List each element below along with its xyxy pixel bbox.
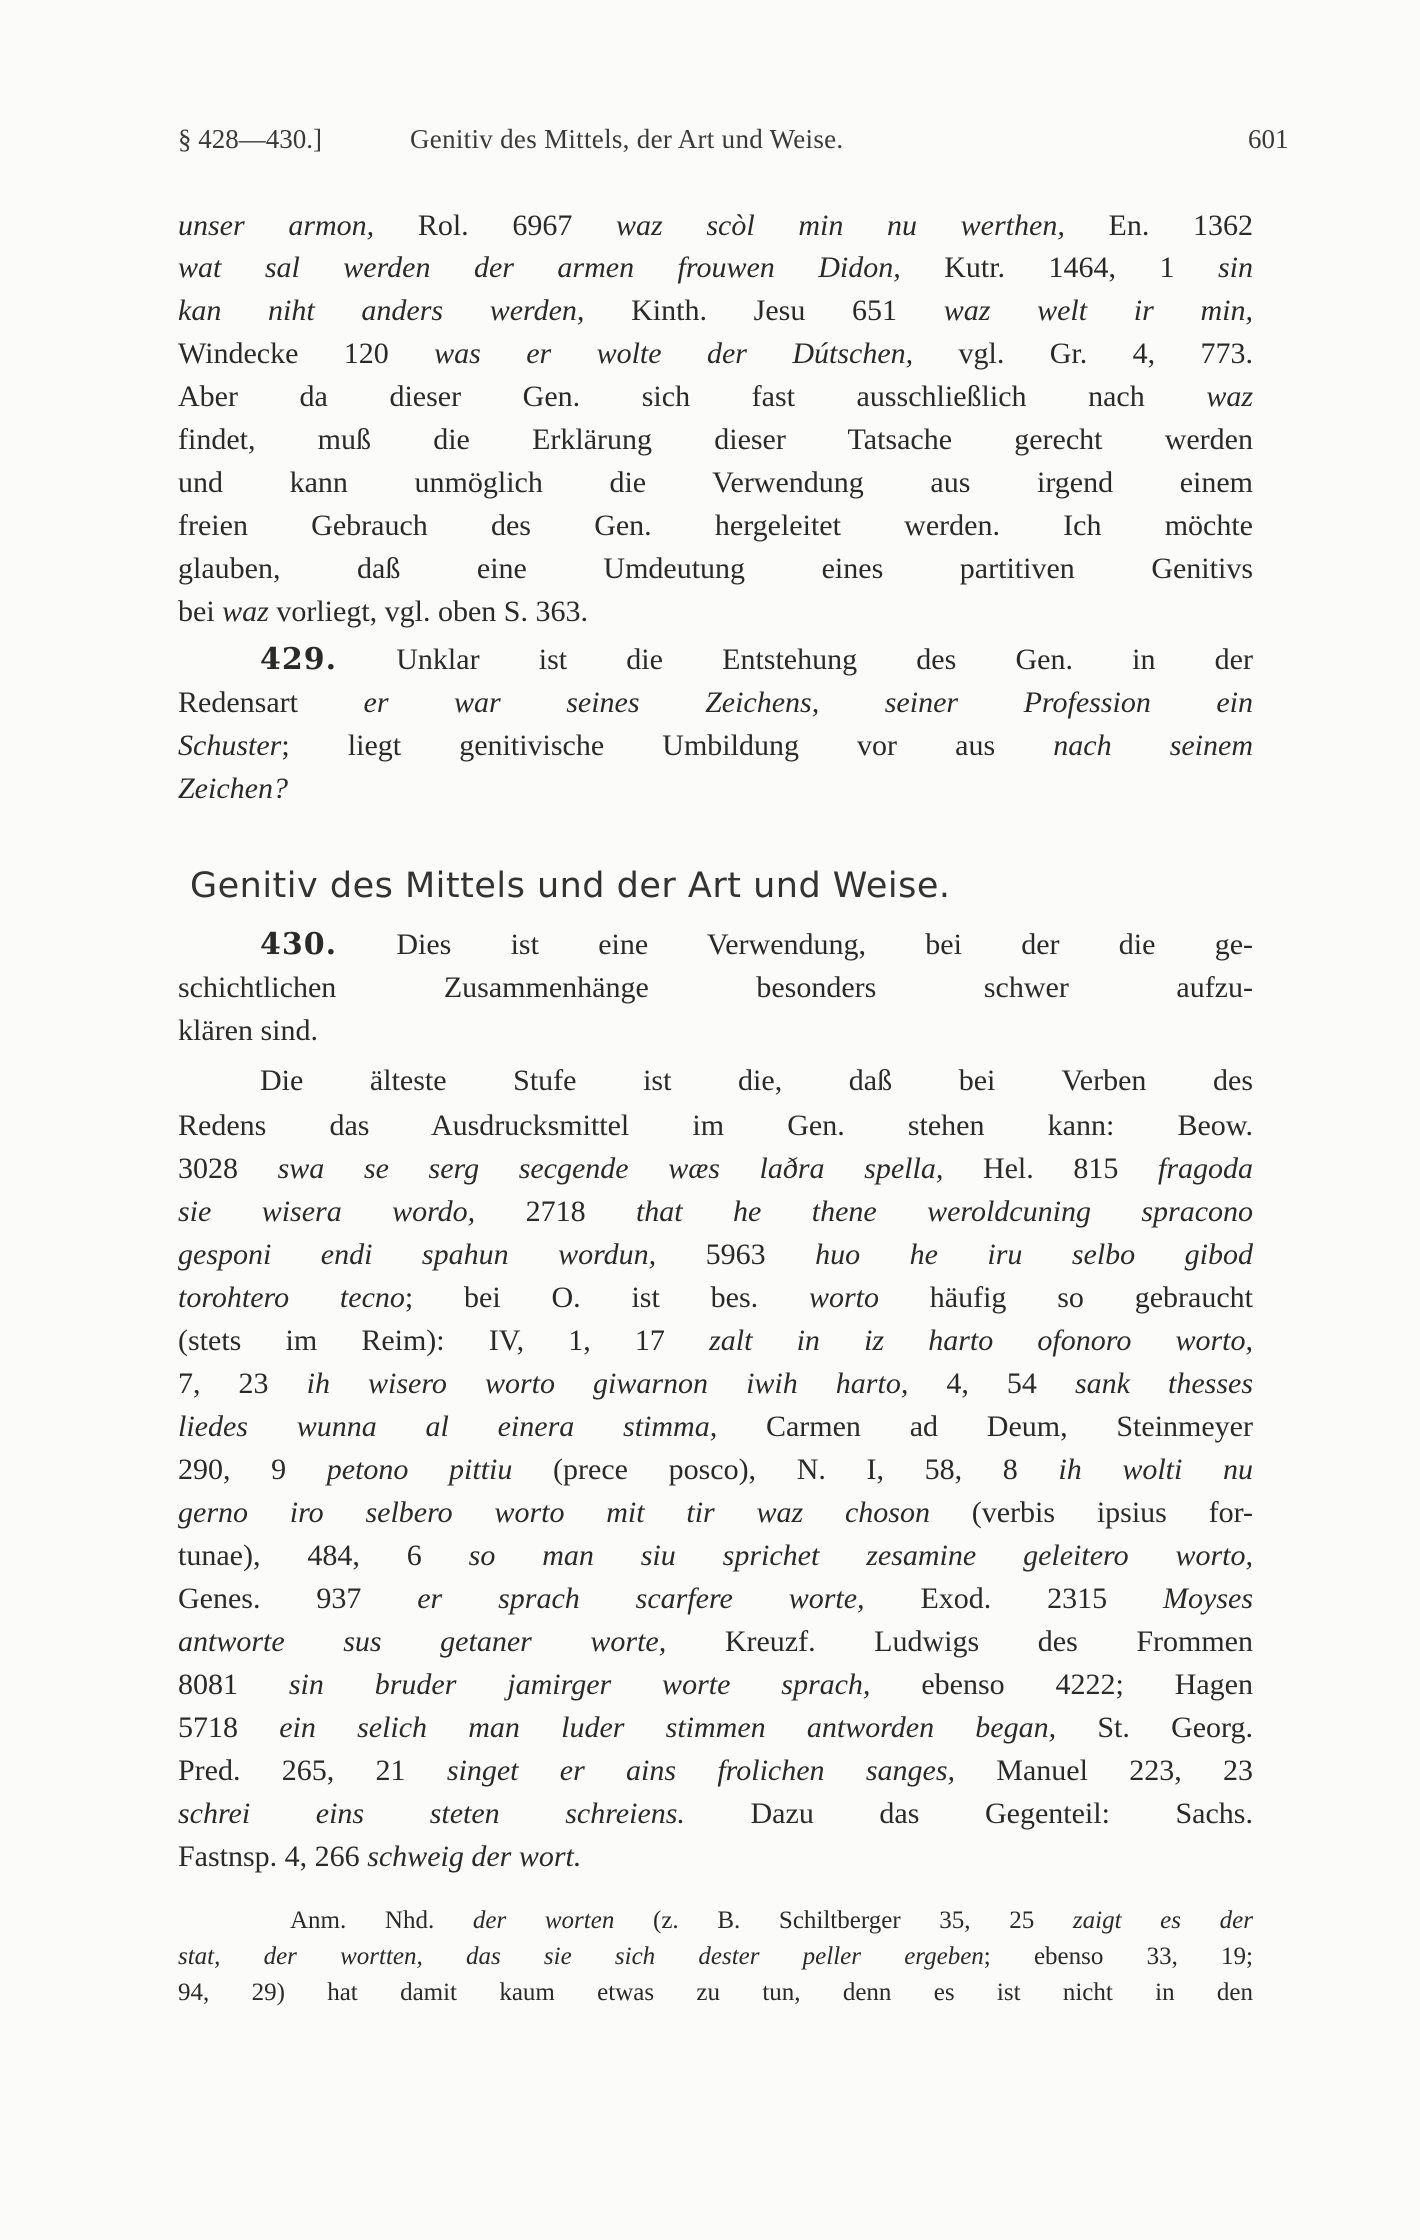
text-run: St. Georg. (1056, 1711, 1253, 1744)
italic-quote: sin (1217, 251, 1253, 284)
text-run: En. 1362 (1064, 209, 1253, 242)
text-run: Aber da dieser Gen. sich fast ausschließlich nach (178, 380, 1207, 413)
body-line (178, 1536, 1253, 1576)
text-run: tunae), 484, 6 (178, 1539, 469, 1572)
italic-quote: petono pittiu (326, 1453, 513, 1486)
italic-quote: waz (222, 595, 269, 628)
text-run: Fastnsp. 4, 266 (178, 1840, 368, 1873)
text-run: Unklar ist die Entstehung des Gen. in der (337, 643, 1253, 676)
body-line (178, 925, 1253, 965)
text-run: bei (178, 595, 223, 628)
text-run: Kreuzf. Ludwigs des Frommen (666, 1625, 1253, 1658)
body-line (178, 1149, 1253, 1189)
body-line (178, 1708, 1253, 1748)
body-line (178, 377, 1253, 417)
italic-quote: waz scòl min nu werthen, (616, 209, 1065, 242)
italic-quote: der worten (472, 1907, 615, 1934)
text-run: Exod. 2315 (864, 1582, 1164, 1615)
body-line (178, 1106, 1253, 1146)
italic-quote: zaigt es der (1072, 1907, 1253, 1934)
text-run: Redens das Ausdrucksmittel im Gen. stehen kann: Beow. (178, 1109, 1253, 1142)
italic-quote: gesponi endi spahun wordun, (178, 1238, 657, 1271)
italic-quote: fragoda (1157, 1152, 1253, 1185)
italic-quote: antworte sus getaner worte, (178, 1625, 667, 1658)
text-run: häufig so gebraucht (878, 1281, 1253, 1314)
italic-quote: schrei eins steten schreiens. (178, 1797, 685, 1830)
body-line (178, 1278, 1253, 1318)
italic-quote: ein selich man luder stimmen antworden began, (279, 1711, 1057, 1744)
body-line (178, 506, 1253, 546)
note-line (178, 1904, 1253, 1938)
body-line (178, 1493, 1253, 1533)
body-line (178, 1235, 1253, 1275)
italic-quote: that he thene weroldcuning spracono (635, 1195, 1254, 1228)
text-run: 5963 (656, 1238, 816, 1271)
italic-quote: er war seines Zeichens, (363, 686, 820, 719)
body-line (178, 1450, 1253, 1490)
text-run: 4, 54 (908, 1367, 1075, 1400)
text-run: 7, 23 (178, 1367, 307, 1400)
italic-quote: gerno iro selbero worto mit tir waz choson (178, 1496, 930, 1529)
text-run: Kutr. 1464, 1 (900, 251, 1218, 284)
body-line (178, 1407, 1253, 1447)
body-line (178, 1665, 1253, 1705)
body-line (178, 1622, 1253, 1662)
paragraph-number: 430. (260, 927, 338, 962)
body-line (178, 1794, 1253, 1834)
text-run: 2718 (475, 1195, 636, 1228)
body-line (178, 549, 1253, 589)
text-run: Pred. 265, 21 (178, 1754, 447, 1787)
text-run: und kann unmöglich die Verwendung aus irgend einem (178, 466, 1253, 499)
italic-quote: liedes wunna al einera stimma, (178, 1410, 718, 1443)
italic-quote: er sprach scarfere worte, (417, 1582, 865, 1615)
text-run: Dazu das Gegenteil: Sachs. (684, 1797, 1253, 1830)
running-title: Genitiv des Mittels, der Art und Weise. (410, 124, 844, 154)
page-number: 601 (1248, 124, 1289, 154)
italic-quote: stat, der wortten, das sie sich dester peller ergeben (178, 1943, 984, 1970)
text-run: Die älteste Stufe ist die, daß bei Verben des (260, 1064, 1253, 1097)
body-line (178, 463, 1253, 503)
text-run: klären sind. (178, 1014, 318, 1047)
text-run: vgl. Gr. 4, 773. (913, 337, 1253, 370)
text-run: schichtlichen Zusammenhänge besonders schwer aufzu- (178, 971, 1253, 1004)
text-run: ; bei O. ist bes. (404, 1281, 809, 1314)
body-line (178, 291, 1253, 331)
text-run: Windecke 120 (178, 337, 435, 370)
text-run: Genes. 937 (178, 1582, 418, 1615)
text-run: (stets im Reim): IV, 1, 17 (178, 1324, 710, 1357)
body-line (178, 1011, 1253, 1051)
text-run: freien Gebrauch des Gen. hergeleitet werden. Ich möchte (178, 509, 1253, 542)
italic-quote: kan niht anders werden, (178, 294, 585, 327)
text-run: Dies ist eine Verwendung, bei der die ge- (337, 928, 1253, 961)
body-line (178, 1364, 1253, 1404)
body-line (178, 1321, 1253, 1361)
text-run: ; ebenso 33, 19; (983, 1943, 1253, 1970)
text-run: (verbis ipsius for- (929, 1496, 1253, 1529)
italic-quote: sank thesses (1074, 1367, 1254, 1400)
italic-quote: worto (808, 1281, 879, 1314)
text-run: vorliegt, vgl. oben S. 363. (268, 595, 588, 628)
italic-quote: sie wisera wordo, (178, 1195, 476, 1228)
running-header (178, 124, 1289, 160)
paragraph-number: 429. (260, 642, 338, 677)
body-line (178, 592, 1253, 632)
text-run: 94, 29) hat damit kaum etwas zu tun, denn es ist nicht in den (178, 1979, 1253, 2006)
text-run: ebenso 4222; Hagen (870, 1668, 1253, 1701)
text-run: (z. B. Schiltberger 35, 25 (614, 1907, 1073, 1934)
body-line (178, 640, 1253, 680)
text-run: Anm. Nhd. (290, 1907, 473, 1934)
italic-quote: seiner Profession ein (884, 686, 1253, 719)
text-run: Manuel 223, 23 (955, 1754, 1253, 1787)
text-run (819, 686, 885, 719)
italic-quote: singet er ains frolichen sanges, (446, 1754, 955, 1787)
italic-quote: swa se serg secgende wæs laðra spella, (277, 1152, 944, 1185)
note-line (178, 1976, 1253, 2010)
italic-quote: waz (1206, 380, 1253, 413)
italic-quote: wat sal werden der armen frouwen Didon, (178, 251, 901, 284)
italic-quote: Moyses (1163, 1582, 1254, 1615)
italic-quote: huo he iru selbo gibod (815, 1238, 1253, 1271)
body-line (178, 248, 1253, 288)
text-run: 5718 (178, 1711, 280, 1744)
text-run: 290, 9 (178, 1453, 327, 1486)
italic-quote: waz welt ir min, (943, 294, 1253, 327)
body-line (178, 1837, 1253, 1877)
section-heading: Genitiv des Mittels und der Art und Weise. (190, 866, 951, 906)
text-run: 3028 (178, 1152, 278, 1185)
text-run: Redensart (178, 686, 364, 719)
body-line (178, 683, 1253, 723)
italic-quote: was er wolte der Dútschen, (434, 337, 914, 370)
text-run: findet, muß die Erklärung dieser Tatsache gerecht werden (178, 423, 1253, 456)
body-line (178, 769, 1253, 809)
section-range: § 428—430.] (178, 124, 322, 154)
text-run: glauben, daß eine Umdeutung eines partitiven Genitivs (178, 552, 1253, 585)
italic-quote: torohtero tecno (178, 1281, 405, 1314)
italic-quote: ih wolti nu (1058, 1453, 1253, 1486)
text-run: Kinth. Jesu 651 (584, 294, 944, 327)
text-run: Rol. 6967 (374, 209, 617, 242)
text-run: Hel. 815 (943, 1152, 1158, 1185)
body-line (178, 1751, 1253, 1791)
italic-quote: Schuster (178, 729, 282, 762)
text-run: (prece posco), N. I, 58, 8 (512, 1453, 1059, 1486)
italic-quote: zalt in iz harto ofonoro worto, (709, 1324, 1253, 1357)
body-line (178, 334, 1253, 374)
note-line (178, 1940, 1253, 1974)
italic-quote: sin bruder jamirger worte sprach, (288, 1668, 871, 1701)
body-line (178, 1061, 1253, 1101)
body-line (178, 420, 1253, 460)
text-run: ; liegt genitivische Umbildung vor aus (281, 729, 1054, 762)
body-line (178, 1579, 1253, 1619)
italic-quote: unser armon, (178, 209, 375, 242)
text-run: 8081 (178, 1668, 289, 1701)
italic-quote: schweig der wort. (367, 1840, 582, 1873)
italic-quote: Zeichen? (178, 772, 288, 805)
body-line (178, 1192, 1253, 1232)
body-line (178, 726, 1253, 766)
body-line (178, 968, 1253, 1008)
body-line (178, 206, 1253, 246)
italic-quote: ih wisero worto giwarnon iwih harto, (306, 1367, 909, 1400)
text-run: Carmen ad Deum, Steinmeyer (717, 1410, 1253, 1443)
italic-quote: so man siu sprichet zesamine geleitero worto, (468, 1539, 1253, 1572)
italic-quote: nach seinem (1053, 729, 1253, 762)
